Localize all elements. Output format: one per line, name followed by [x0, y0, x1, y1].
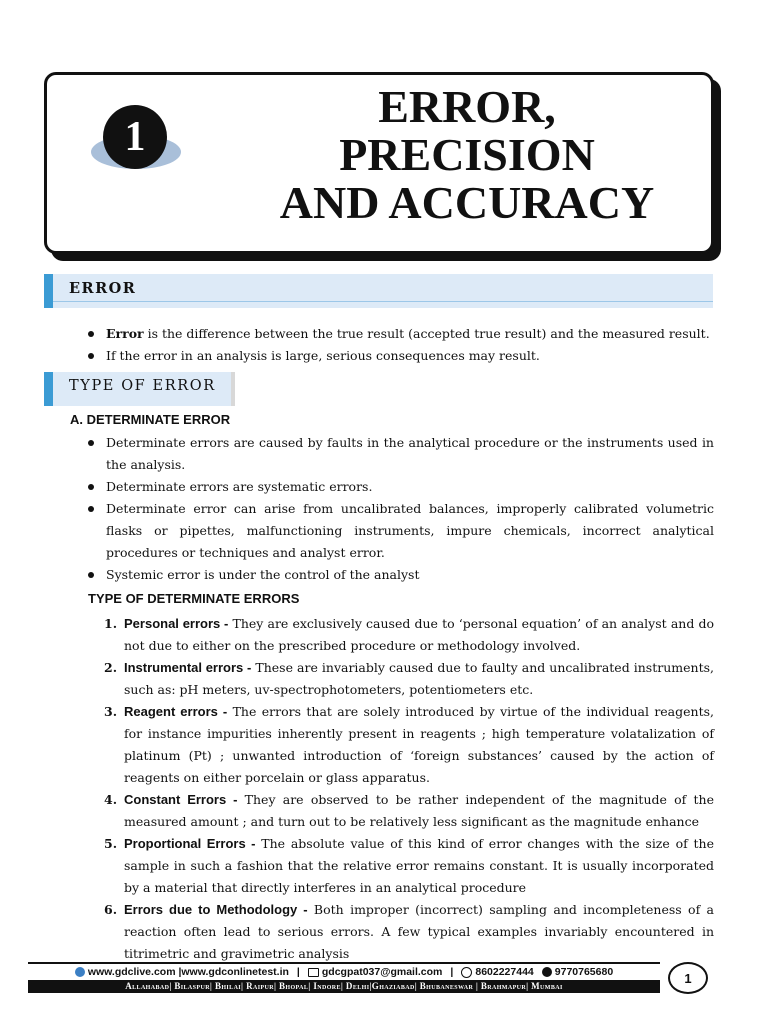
list-item — [88, 323, 714, 345]
section-heading-error — [44, 274, 713, 308]
footer-email[interactable] — [308, 966, 443, 978]
mail-icon — [308, 968, 319, 977]
list-item-number: 5. — [104, 836, 118, 851]
section-heading-type-of-error — [44, 372, 235, 406]
list-item-text: Both improper (incorrect) sampling and incompleteness of a reaction often lead to serious errors. A few typical examples invariably encountered in titrimetric and gravimetric analysis — [124, 902, 715, 961]
determinate-bullet-list — [88, 432, 714, 586]
determinate-error-types-list — [104, 613, 714, 965]
list-item — [104, 657, 714, 701]
chapter-title-box — [44, 72, 714, 254]
chapter-title — [237, 83, 697, 227]
section-heading-error-label: ERROR — [69, 280, 137, 297]
list-item: Determinate errors are systematic errors. — [88, 476, 714, 498]
globe-icon — [75, 967, 85, 977]
list-item — [104, 789, 714, 833]
list-item-bold: Error — [106, 326, 144, 341]
list-item-text: If the error in an analysis is large, serious consequences may result. — [106, 348, 540, 363]
footer-email-text: gdcgpat037@gmail.com — [321, 966, 443, 978]
footer-whatsapp[interactable] — [542, 966, 613, 978]
list-item-bold: Reagent errors - — [124, 704, 228, 719]
footer-websites[interactable] — [75, 966, 289, 978]
list-item-number: 1. — [104, 616, 118, 631]
list-item-bold: Constant Errors - — [124, 792, 238, 807]
error-bullet-list — [88, 323, 714, 367]
chapter-title-line-2: PRECISION — [339, 129, 595, 180]
list-item-text: The absolute value of this kind of error changes with the size of the sample in such a fashion that the relative error remains constant. It is usually incorporated by a material that directly interferes in an analytical procedure — [124, 836, 714, 895]
list-item — [104, 701, 714, 789]
footer-contact-bar — [28, 962, 660, 980]
chapter-title-line-3: AND ACCURACY — [279, 177, 655, 228]
list-item-text: These are invariably caused due to faulty and uncalibrated instruments, such as: pH meters, uv-spectrophotometers, potentiometers etc. — [124, 660, 714, 697]
chapter-title-line-1: ERROR, — [378, 81, 556, 132]
list-item-bold: Proportional Errors - — [124, 836, 256, 851]
list-item-text: is the difference between the true result (accepted true result) and the measured result. — [143, 326, 710, 341]
section-heading-type-label: TYPE OF ERROR — [69, 378, 216, 394]
subheading-determinate-error: A. DETERMINATE ERROR — [70, 412, 231, 427]
footer-separator: | — [450, 966, 454, 978]
list-item: Systemic error is under the control of the analyst — [88, 564, 714, 586]
page-number: 1 — [668, 962, 708, 994]
list-item: Determinate error can arise from uncalibrated balances, improperly calibrated volumetric flasks or pipettes, malfunctioning instruments, impure chemicals, incorrect analytical procedures or techniques and analyst error. — [88, 498, 714, 564]
list-item — [88, 345, 714, 367]
list-item-bold: Personal errors - — [124, 616, 229, 631]
footer-websites-text: www.gdclive.com |www.gdconlinetest.in — [87, 966, 289, 978]
list-item — [104, 613, 714, 657]
list-item-text: They are exclusively caused due to ‘personal equation’ of an analyst and do not due to either on the prescribed procedure or methodology involved. — [124, 616, 714, 653]
list-item-number: 2. — [104, 660, 118, 675]
footer-whatsapp-text: 9770765680 — [554, 966, 614, 978]
footer-separator: | — [296, 966, 300, 978]
whatsapp-icon — [542, 967, 552, 977]
phone-icon — [461, 967, 472, 978]
list-item-number: 4. — [104, 792, 118, 807]
list-item — [104, 899, 714, 965]
list-item — [104, 833, 714, 899]
footer-phone-text: 8602227444 — [475, 966, 534, 978]
footer-cities: Allahabad| Bilaspur| Bhilai| Raipur| Bhopal| Indore| Delhi|Ghaziabad| Bhubaneswar | Brahmapur| Mumbai — [28, 980, 660, 993]
list-item-bold: Instrumental errors - — [124, 660, 252, 675]
list-item-text: The errors that are solely introduced by virtue of the individual reagents, for instance impurities inherently present in reagents ; high temperature volatalization of platinum (Pt) ; unwanted introduction of ‘foreign substances’ caused by the action of reagents on either porcelain or glass apparatus. — [124, 704, 715, 785]
list-item-number: 3. — [104, 704, 118, 719]
chapter-number: 1 — [103, 105, 167, 169]
list-item-number: 6. — [104, 902, 118, 917]
list-item: Determinate errors are caused by faults in the analytical procedure or the instruments used in the analysis. — [88, 432, 714, 476]
subheading-types-of-determinate-errors: TYPE OF DETERMINATE ERRORS — [88, 591, 300, 606]
footer-phone[interactable] — [461, 966, 533, 978]
list-item-bold: Errors due to Methodology - — [124, 902, 308, 917]
list-item-text: They are observed to be rather independent of the magnitude of the measured amount ; and turn out to be relatively less significant as the magnitude enhance — [124, 792, 714, 829]
